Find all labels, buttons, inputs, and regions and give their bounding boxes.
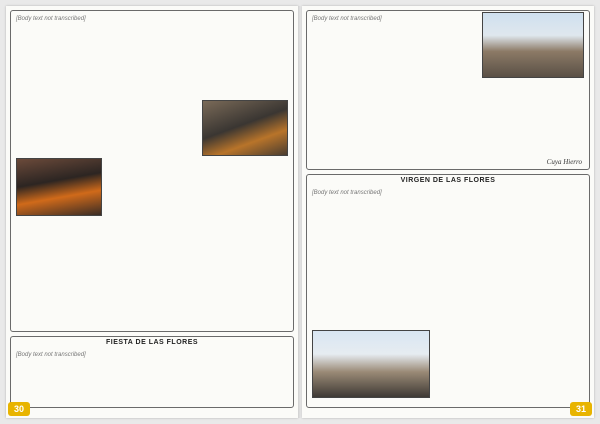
photo-procession-street xyxy=(482,12,584,78)
left-page xyxy=(6,6,298,418)
section-title-fiesta: FIESTA DE LAS FLORES xyxy=(105,339,199,346)
body-placeholder-top: [Body text not transcribed] xyxy=(16,16,86,22)
photo-group-orange xyxy=(16,158,102,216)
body-placeholder-top-right: [Body text not transcribed] xyxy=(312,16,382,22)
photo-village-street xyxy=(312,330,430,398)
photo-ping-pong xyxy=(202,100,288,156)
body-placeholder-bottom-right: [Body text not transcribed] xyxy=(312,190,382,196)
signature-right-top: Cuya Hierro xyxy=(546,158,582,166)
body-placeholder-bottom: [Body text not transcribed] xyxy=(16,352,86,358)
page-number-left: 30 xyxy=(8,402,30,416)
right-page xyxy=(302,6,594,418)
page-number-right: 31 xyxy=(570,402,592,416)
article-frame-bottom xyxy=(10,336,294,408)
section-title-virgen: VIRGEN DE LAS FLORES xyxy=(400,177,496,184)
